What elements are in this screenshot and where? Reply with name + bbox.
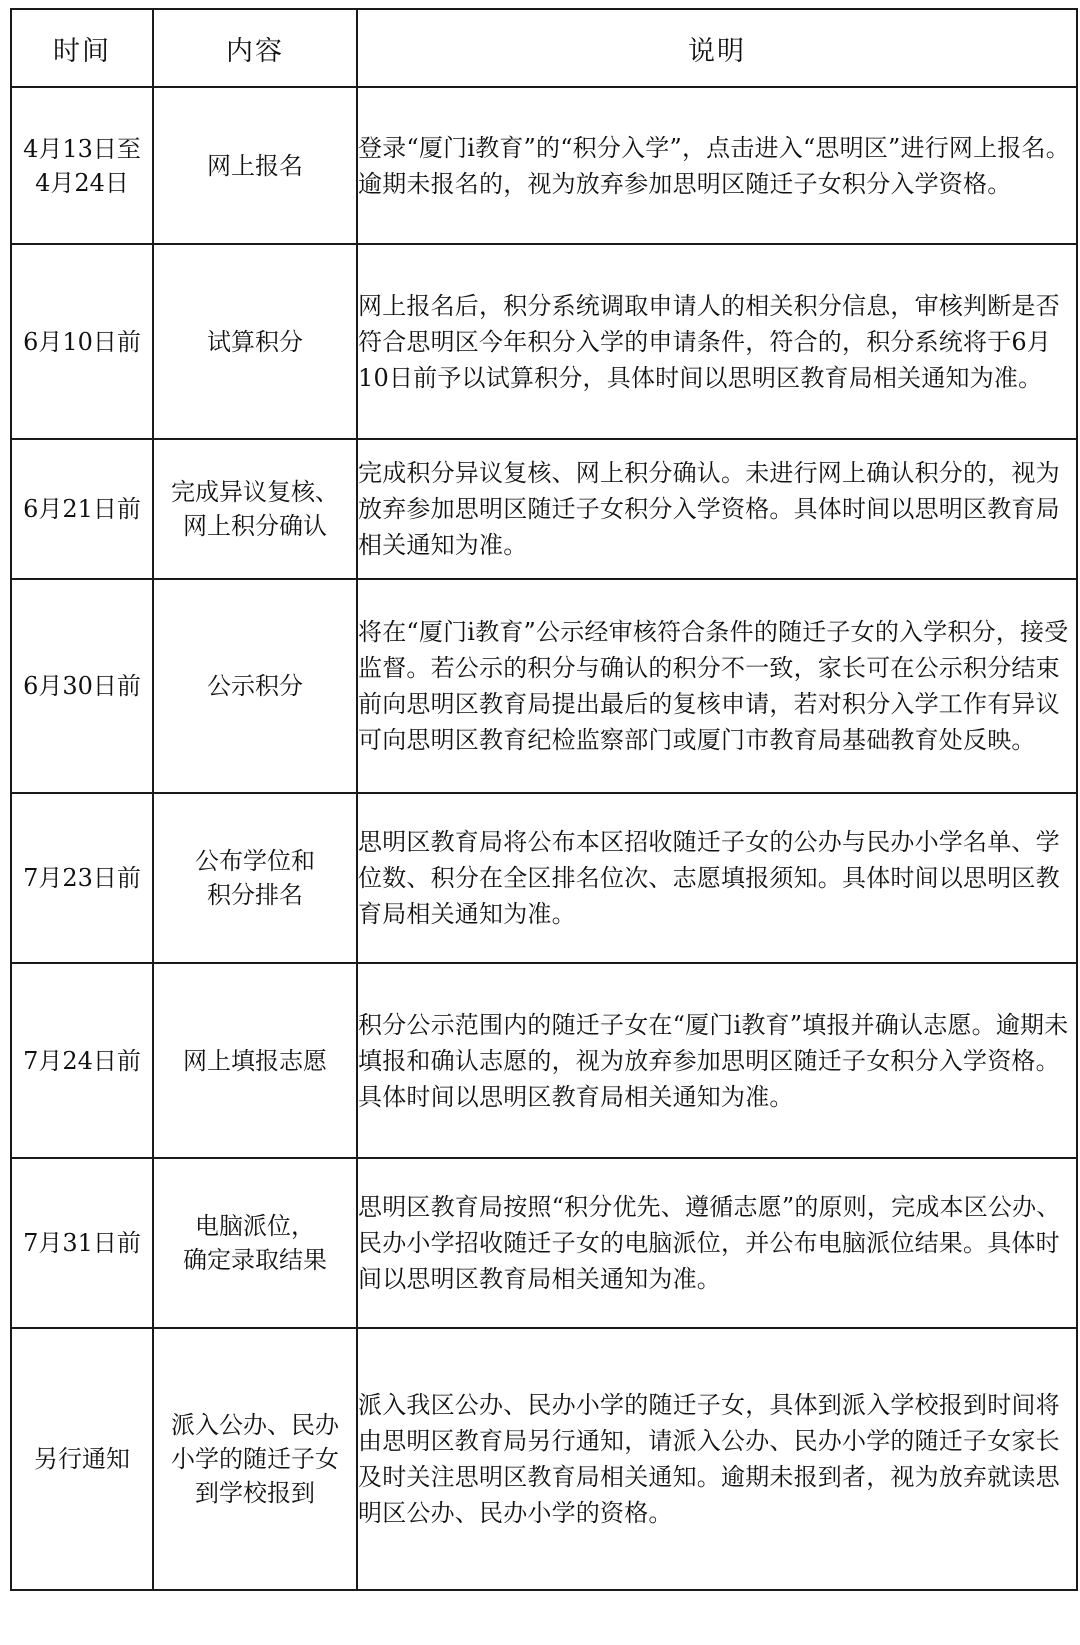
row-content: 电脑派位， 确定录取结果 — [153, 1158, 357, 1328]
row-time: 另行通知 — [11, 1328, 153, 1590]
row-content: 完成异议复核、 网上积分确认 — [153, 439, 357, 579]
table-row — [11, 439, 1077, 579]
row-description: 积分公示范围内的随迁子女在“厦门i教育”填报并确认志愿。逾期未填报和确认志愿的，视为放弃参加思明区随迁子女积分入学资格。具体时间以思明区教育局相关通知为准。 — [357, 963, 1077, 1158]
row-content: 网上填报志愿 — [153, 963, 357, 1158]
header-row — [11, 9, 1077, 87]
row-description: 将在“厦门i教育”公示经审核符合条件的随迁子女的入学积分，接受监督。若公示的积分与确认的积分不一致，家长可在公示积分结束前向思明区教育局提出最后的复核申请，若对积分入学工作有异议可向思明区教育纪检监察部门或厦门市教育局基础教育处反映。 — [357, 579, 1077, 793]
row-description: 登录“厦门i教育”的“积分入学”，点击进入“思明区”进行网上报名。逾期未报名的，视为放弃参加思明区随迁子女积分入学资格。 — [357, 87, 1077, 244]
table-row — [11, 1158, 1077, 1328]
row-time: 7月31日前 — [11, 1158, 153, 1328]
table-row — [11, 963, 1077, 1158]
row-time: 7月24日前 — [11, 963, 153, 1158]
row-content: 公示积分 — [153, 579, 357, 793]
row-time: 4月13日至 4月24日 — [11, 87, 153, 244]
schedule-table — [10, 8, 1078, 1591]
row-description: 思明区教育局将公布本区招收随迁子女的公办与民办小学名单、学位数、积分在全区排名位次、志愿填报须知。具体时间以思明区教育局相关通知为准。 — [357, 793, 1077, 963]
row-description: 派入我区公办、民办小学的随迁子女，具体到派入学校报到时间将由思明区教育局另行通知，请派入公办、民办小学的随迁子女家长及时关注思明区教育局相关通知。逾期未报到者，视为放弃就读思明区公办、民办小学的资格。 — [357, 1328, 1077, 1590]
row-content: 试算积分 — [153, 244, 357, 439]
row-content: 公布学位和 积分排名 — [153, 793, 357, 963]
header-content: 内容 — [153, 9, 357, 87]
table-row — [11, 87, 1077, 244]
row-content: 网上报名 — [153, 87, 357, 244]
table-row — [11, 244, 1077, 439]
row-time: 7月23日前 — [11, 793, 153, 963]
row-time: 6月30日前 — [11, 579, 153, 793]
row-content: 派入公办、民办 小学的随迁子女 到学校报到 — [153, 1328, 357, 1590]
row-description: 网上报名后，积分系统调取申请人的相关积分信息，审核判断是否符合思明区今年积分入学的申请条件，符合的，积分系统将于6月10日前予以试算积分，具体时间以思明区教育局相关通知为准。 — [357, 244, 1077, 439]
table-row — [11, 1328, 1077, 1590]
table-row — [11, 579, 1077, 793]
row-time: 6月10日前 — [11, 244, 153, 439]
header-time: 时间 — [11, 9, 153, 87]
row-time: 6月21日前 — [11, 439, 153, 579]
row-description: 思明区教育局按照“积分优先、遵循志愿”的原则，完成本区公办、民办小学招收随迁子女的电脑派位，并公布电脑派位结果。具体时间以思明区教育局相关通知为准。 — [357, 1158, 1077, 1328]
row-description: 完成积分异议复核、网上积分确认。未进行网上确认积分的，视为放弃参加思明区随迁子女积分入学资格。具体时间以思明区教育局相关通知为准。 — [357, 439, 1077, 579]
table-row — [11, 793, 1077, 963]
header-description: 说明 — [357, 9, 1077, 87]
